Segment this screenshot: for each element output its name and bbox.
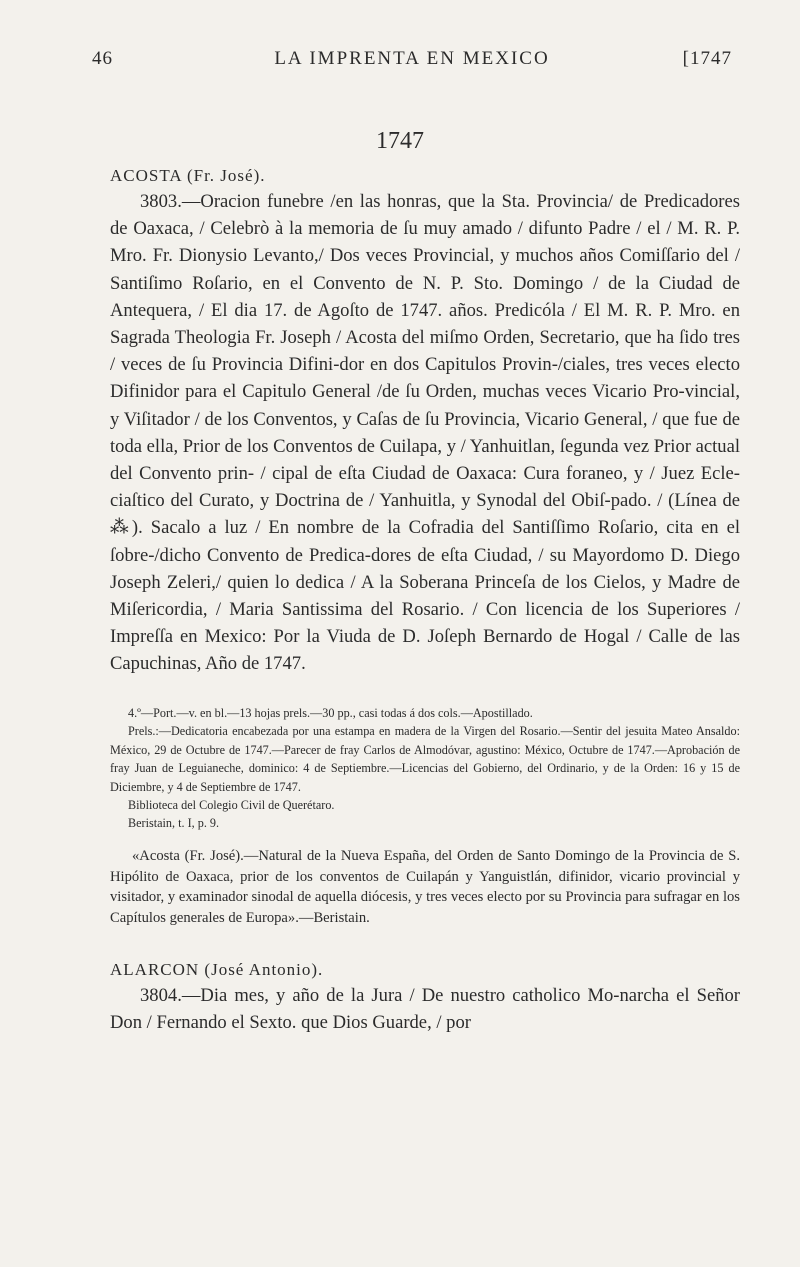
entry-text-3804: 3804.—Dia mes, y año de la Jura / De nuestro catholico Mo-narcha el Señor Don / Fernando el Sexto. que Dios Guarde, / por [110, 985, 740, 1033]
entry-text-3803: 3803.—Oracion funebre /en las honras, que la Sta. Provincia/ de Predicadores de Oaxaca, / Celebrò à la memoria de ſu muy amado / difunto Padre / el / M. R. P. Mro. Fr. Dionysio Levanto,/ Dos veces Provincial, y muchos años Comiſſario del / Santiſimo Roſario, en el Convento de N. P. Sto. Domingo / de la Ciudad de Antequera, / El dia 17. de Agoſto de 1747. años. Predicóla / El M. R. P. Mro. en Sagrada Theologia Fr. Joseph / Acosta del miſmo Orden, Secretario, que ha ſido tres / veces de ſu Provincia Difini-dor en dos Capitulos Provin-/ciales, tres veces electo Difinidor para el Capitulo General /de ſu Orden, muchas veces Vicario Pro-vincial, y Viſitador / de los Conventos, y Caſas de ſu Provincia, Vicario General, / que fue de toda ella, Prior de los Conventos de Cuilapa, y / Yanhuitlan, ſegunda vez Prior actual del Convento prin- / cipal de eſta Ciudad de Oaxaca: Cura foraneo, y / Juez Ecle-ciaſtico del Curato, y Doctrina de / Yanhuitla, y Synodal del Obiſ-pado. / (Línea de ⁂). Sacalo a luz / En nombre de la Cofradia del Santiſſimo Roſario, cita en el ſobre-/dicho Convento de Predica-dores de eſta Ciudad, / su Mayordomo D. Diego Joseph Zeleri,/ quien lo dedica / A la Soberana Princeſa de los Cielos, y Madre de Miſericordia, / Maria Santissima del Rosario. / Con licencia de los Superiores / Impreſſa en Mexico: Por la Viuda de D. Joſeph Bernardo de Hogal / Calle de las Capuchinas, Año de 1747. [110, 191, 740, 675]
entry-author-alarcon: ALARCON (José Antonio). [110, 960, 324, 979]
note-description: 4.º—Port.—v. en bl.—13 hojas prels.—30 pp., casi todas á dos cols.—Apostillado. [128, 706, 533, 720]
entry-author-acosta: ACOSTA (Fr. José). [110, 166, 266, 185]
year-heading: 1747 [376, 128, 424, 154]
note-preliminaries: Prels.:—Dedicatoria encabezada por una estampa en madera de la Virgen del Rosario.—Sentir del jesuita Mateo Ansaldo: México, 29 de Octubre de 1747.—Parecer de fray Carlos de Almodóvar, agustino: México, Octubre de 1747.—Aprobación de fray Juan de Leguianeche, dominico: 4 de Septiembre.—Licencias del Gobierno, del Ordinario, y de la Orden: 16 y 15 de Diciembre, y 4 de Septiembre de 1747. [110, 724, 740, 794]
page-number: 46 [92, 48, 113, 69]
running-header [92, 48, 732, 78]
note-reference: Beristain, t. I, p. 9. [128, 816, 220, 831]
beristain-quote: «Acosta (Fr. José).—Natural de la Nueva España, del Orden de Santo Domingo de la Provincia de S. Hipólito de Oaxaca, prior de los conventos de Cuilapán y Yanguistlán, difinidor, vicario provincial y visitador, y examinador sinodal de aquella diócesis, y tres veces electo por su Provincia para sufragar en los Capítulos generales de Europa».—Beristain. [110, 848, 740, 926]
running-year: [1747 [682, 48, 732, 69]
bibliographic-notes [110, 704, 740, 833]
running-title: LA IMPRENTA EN MEXICO [274, 48, 550, 69]
note-library: Biblioteca del Colegio Civil de Querétaro. [128, 798, 335, 813]
